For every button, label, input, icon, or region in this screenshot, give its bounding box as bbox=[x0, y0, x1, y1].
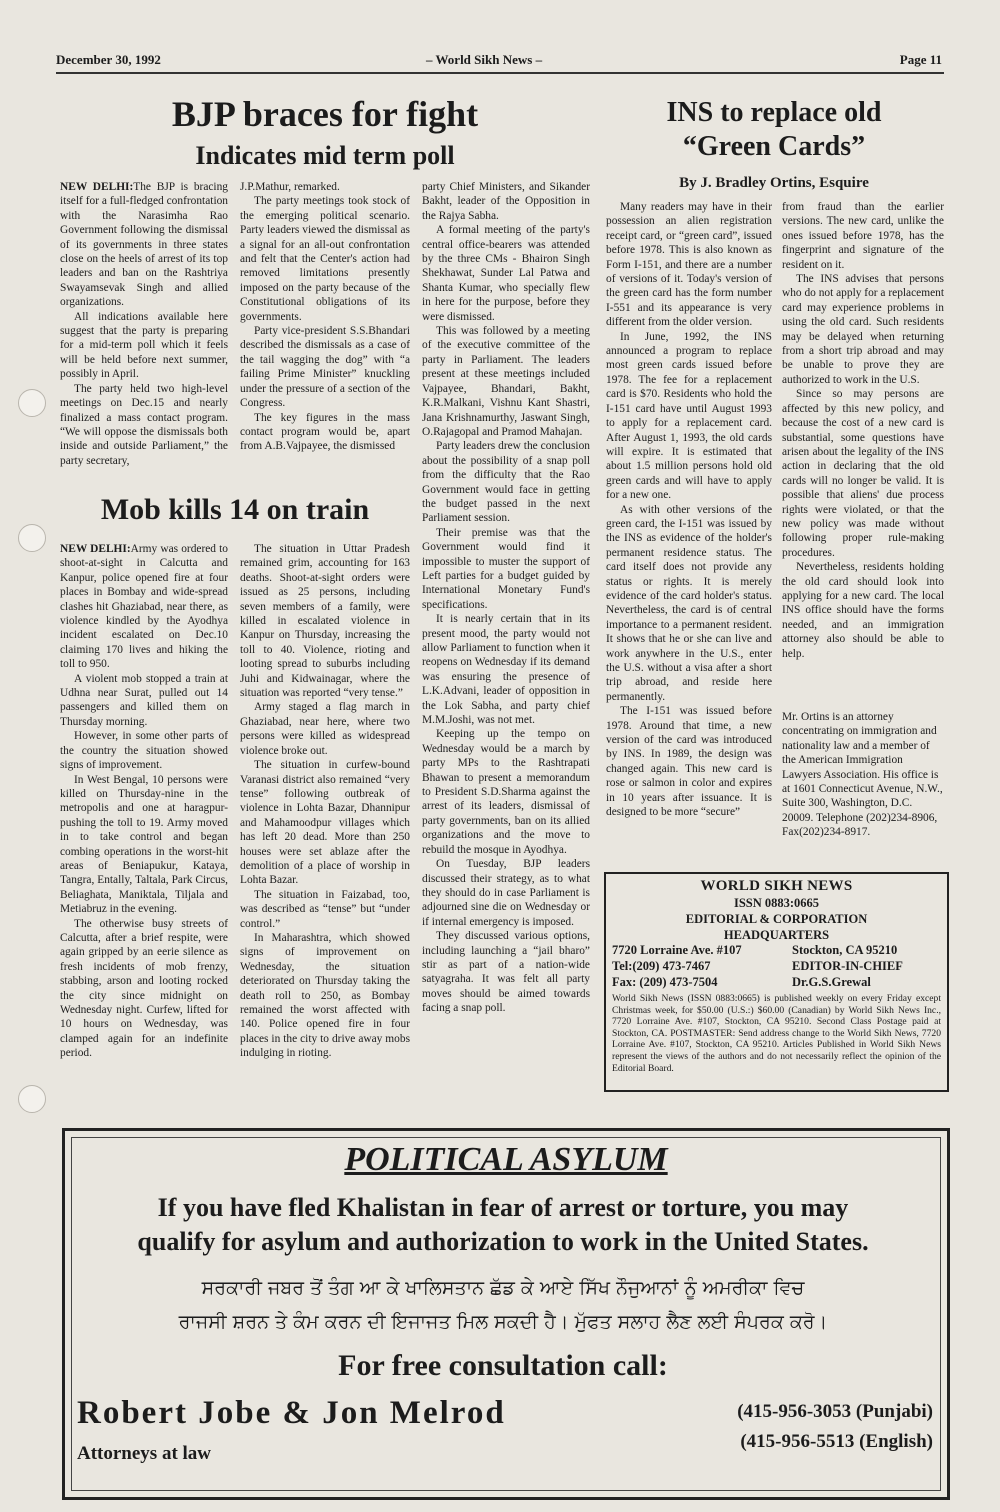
ins-column-1 bbox=[606, 200, 772, 870]
article-paragraph: The BJP is bracing itself for a full-fledged confrontation with the Narasimha Rao Government following the dismissal of its governments in three states close on the heels of arrest of its top leaders and ban on the Rashtriya Swayamsevak Singh and allied organizations. bbox=[60, 181, 228, 309]
article-paragraph: A violent mob stopped a train at Udhna near Surat, pulled out 14 passengers and killed them on Thursday morning. bbox=[60, 672, 228, 728]
issue-date: December 30, 1992 bbox=[56, 52, 161, 67]
article-paragraph: On Tuesday, BJP leaders discussed their strategy, as to what they should do in case Parliament is adjourned sine die on Wednesday or if internal emergency is imposed. bbox=[422, 858, 590, 928]
ad-phone-english: (415-956-5513 (English) bbox=[740, 1431, 933, 1452]
punch-hole bbox=[18, 389, 46, 417]
article-paragraph: It is nearly certain that in its present mood, the party would not allow Parliament to function when it reopens on Wednesday if its demand was ensuring the presence of L.K.Advani, leader of opposition in the Lok Sabha, and party chief M.M.Joshi, was not met. bbox=[422, 613, 590, 727]
article-paragraph: The party held two high-level meetings on Dec.15 and nearly finalized a mass contact program. “We will oppose the dismissals both inside and outside Parliament,” the party secretary, bbox=[60, 382, 228, 467]
running-head bbox=[56, 50, 944, 74]
author-bio bbox=[782, 710, 944, 870]
masthead-address: 7720 Lorraine Ave. #107 bbox=[612, 943, 742, 957]
bjp-column-3 bbox=[422, 180, 590, 1080]
article-paragraph: The key figures in the mass contact program would be, apart from A.B.Vajpayee, the dismissed bbox=[240, 411, 410, 453]
article-paragraph: Party leaders drew the conclusion about the possibility of a snap poll from the difficulty that the Rao Government would face in getting the budget passed in the next Parliament session. bbox=[422, 440, 590, 525]
masthead-box bbox=[604, 872, 949, 1092]
ad-punjabi-line-1: ਸਰਕਾਰੀ ਜਬਰ ਤੋਂ ਤੰਗ ਆ ਕੇ ਖਾਲਿਸਤਾਨ ਛੱਡ ਕੇ ਆਏ ਸਿੱਖ ਨੌਜੁਆਨਾਂ ਨੂੰ ਅਮਰੀਕਾ ਵਿਚ bbox=[201, 1277, 805, 1299]
bjp-dateline: NEW DELHI: bbox=[60, 181, 134, 193]
masthead-editor: Dr.G.S.Grewal bbox=[792, 975, 871, 989]
article-paragraph: They discussed various options, including launching a “jail bharo” stir as part of a nation-wide satyagraha. It was felt all party moves should be aimed towards facing a snap poll. bbox=[422, 930, 590, 1015]
article-paragraph: The otherwise busy streets of Calcutta, after a brief respite, were again gripped by an eerie silence as fresh incidents of mob frenzy, stabbing, arson and looting rocked the city since midnight on Wednesday night. Curfew, lifted for 10 hours on Wednesday, was clamped again for an indefinite period. bbox=[60, 917, 228, 1060]
ad-attorney-names: Robert Jobe & Jon Melrod bbox=[77, 1395, 506, 1431]
ins-headline-line-2: “Green Cards” bbox=[682, 131, 866, 162]
mob-headline: Mob kills 14 on train bbox=[100, 493, 370, 526]
political-asylum-ad bbox=[62, 1128, 950, 1500]
bjp-column-1 bbox=[60, 180, 228, 480]
masthead-row bbox=[612, 975, 941, 991]
ad-attorneys-at-law: Attorneys at law bbox=[77, 1443, 212, 1464]
article-paragraph: Their premise was that the Government would find it impossible to muster the support of Left parties for a budget guided by International Monetary Fund's specifications. bbox=[422, 526, 590, 611]
ins-column-2 bbox=[782, 200, 944, 696]
bjp-subhead: Indicates mid term poll bbox=[195, 141, 455, 170]
mob-column-2 bbox=[240, 542, 410, 1104]
article-paragraph: The party meetings took stock of the emerging political scenario. Party leaders viewed the dismissal as a signal for an all-out confrontation and felt that the Center's action had removed limitations presently imposed on the party because of the Constitutional obligations of its governments. bbox=[240, 195, 410, 323]
masthead-fine-print: World Sikh News (ISSN 0883:0665) is published weekly on every Friday except Christmas week, for $50.00 (U.S.:) $60.00 (Canadian) by World Sikh News Inc., 7720 Lorraine Ave. #107, Stockton, CA 95210. Second Class Postage paid at Stockton, CA. POSTMASTER: Send address change to the World Sikh News, 7720 Lorraine Ave. #107, Stockton, CA 95210. Articles Published in World Sikh News represent the views of the authors and do not necessarily reflect the opinion of the Editorial Board. bbox=[612, 993, 941, 1074]
masthead-city: Stockton, CA 95210 bbox=[792, 943, 898, 957]
article-paragraph: J.P.Mathur, remarked. bbox=[240, 181, 340, 193]
mob-column-1 bbox=[60, 542, 228, 1104]
article-paragraph: party Chief Ministers, and Sikander Bakht, leader of the Opposition in the Rajya Sabha. bbox=[422, 181, 590, 222]
article-paragraph: Army was ordered to shoot-at-sight in Calcutta and Kanpur, police opened fire at four places in Bombay and wide-spread clashes hit Ghaziabad, near there, as violence kindled by the Ayodhya incident escalated on Dec.10 claiming 170 lives and hiking the toll to 950. bbox=[60, 543, 228, 671]
ins-headline-line-1: INS to replace old bbox=[666, 97, 882, 128]
article-paragraph: The I-151 was issued before 1978. Around that time, a new version of the card was introduced by INS. In 1989, the design was changed again. This new card is rose or salmon in color and expires in 10 years after issuance. It is designed to be more “secure” bbox=[606, 705, 772, 819]
masthead-title: WORLD SIKH NEWS bbox=[700, 878, 853, 894]
ad-title: POLITICAL ASYLUM bbox=[344, 1141, 668, 1178]
masthead-dept-1: EDITORIAL & CORPORATION bbox=[685, 912, 868, 926]
masthead-issn: ISSN 0883:0665 bbox=[733, 896, 820, 910]
article-paragraph: In West Bengal, 10 persons were killed on Thursday-nine in the metropolis and one at haragpur-pushing the toll to 19. Army moved in to take control and began combing operations in the worst-hit areas of Beniapukur, Kataya, Tangra, Entally, Taltala, Park Circus, Beliaghata, Maniktala, Tiljala and Metiabruz in the evening. bbox=[60, 773, 228, 916]
punch-hole bbox=[18, 524, 46, 552]
article-paragraph: As with other versions of the green card, the I-151 was issued by the INS as evidence of the holder's permanent residence status. The card itself does not provide any status or rights. It is merely evidence of the card holder's status. Nevertheless, the card is of central importance to a permanent resident. It shows that he or she can live and work anywhere in the U.S., enter the U.S. without a visa after a short trip abroad, and reside here permanently. bbox=[606, 503, 772, 703]
article-paragraph: Nevertheless, residents holding the old card should look into applying for a new card. The local INS office should have the forms needed, and an immigration attorney also should be able to help. bbox=[782, 561, 944, 660]
masthead-tel: Tel:(209) 473-7467 bbox=[612, 959, 711, 973]
article-paragraph: The situation in curfew-bound Varanasi district also remained “very tense” following outbreak of violence in Lohta Bazar, Dhannipur and Mahamoodpur villages which has left 20 dead. More than 250 houses were set ablaze after the demolition of a place of worship in Lohta Bazar. bbox=[240, 759, 410, 887]
masthead-row bbox=[612, 943, 941, 959]
bjp-headline: BJP braces for fight bbox=[171, 94, 479, 134]
masthead-editor-label: EDITOR-IN-CHIEF bbox=[792, 959, 903, 973]
article-paragraph: Party vice-president S.S.Bhandari described the dismissals as a case of the tail wagging the dog” with “a failing Prime Minister” knuckling under the pressure of a section of the Congress. bbox=[240, 325, 410, 410]
article-paragraph: Army staged a flag march in Ghaziabad, near here, where two persons were killed as widespread violence broke out. bbox=[240, 701, 410, 757]
article-paragraph: Many readers may have in their possession an alien registration receipt card, or “green card”, issued before 1978. This is also known as Form I-151, and there are a number of versions of it. Today's version of the green card has the form number I-551 and its appearance is very different from the older version. bbox=[606, 201, 772, 329]
article-paragraph: The INS advises that persons who do not apply for a replacement card may experience problems in using the old card. Such residents may be delayed when returning from a short trip abroad and may be unable to prove they are authorized to work in the U.S. bbox=[782, 273, 944, 386]
masthead-row bbox=[612, 959, 941, 975]
punch-hole bbox=[18, 1085, 46, 1113]
masthead-dept-2: HEADQUARTERS bbox=[723, 928, 830, 942]
article-paragraph: This was followed by a meeting of the executive committee of the party in Parliament. The leaders present at these meetings included Vajpayee, Bhandari, Bakht, K.R.Malkani, Vishnu Kant Shastri, Jana Krishnamurthy, Jaswant Singh, O.Rajagopal and Pramod Mahajan. bbox=[422, 325, 590, 438]
article-paragraph: from fraud than the earlier versions. The new card, unlike the ones issued before 1978, has the fingerprint and signature of the resident on it. bbox=[782, 201, 944, 271]
article-paragraph: A formal meeting of the party's central office-bearers was attended by the three CMs - Bhairon Singh Shekhawat, Sunder Lal Patwa and Shanta Kumar, who specially flew in here for the purpose, before they were dismissed. bbox=[422, 224, 590, 323]
ad-punjabi-line-2: ਰਾਜਸੀ ਸ਼ਰਨ ਤੇ ਕੰਮ ਕਰਨ ਦੀ ਇਜਾਜਤ ਮਿਲ ਸਕਦੀ ਹੈ। ਮੁੱਫਤ ਸਲਾਹ ਲੈਣ ਲਈ ਸੰਪਰਕ ਕਰੋ। bbox=[178, 1311, 828, 1333]
article-paragraph: In Maharashtra, which showed signs of improvement on Wednesday, the situation deteriorated on Thursday taking the death roll to 250, as Bombay remained the worst affected with 140. Police opened fire in four places in the city to drive away mobs indulging in rioting. bbox=[240, 931, 410, 1060]
article-paragraph: In June, 1992, the INS announced a program to replace most green cards issued before 1978. The fee for a replacement card is $70. Residents who hold the I-151 card have until August 1993 to apply for a replacement card. After August 1, 1993, the old cards will expire. It is estimated that about 1.5 million persons hold old green cards and will have to apply for a new one. bbox=[606, 330, 772, 502]
ad-line-1: If you have fled Khalistan in fear of arrest or torture, you may bbox=[157, 1193, 849, 1222]
ins-byline: By J. Bradley Ortins, Esquire bbox=[679, 175, 869, 191]
article-paragraph: All indications available here suggest that the party is preparing for a mid-term poll which it feels will be held before next summer, possibly in April. bbox=[60, 310, 228, 381]
bjp-column-2 bbox=[240, 180, 410, 480]
masthead-fax: Fax: (209) 473-7504 bbox=[612, 975, 718, 989]
article-paragraph: Keeping up the tempo on Wednesday would be a march by party MPs to the Rashtrapati Bhawan to present a memorandum to President S.D.Sharma against the arrest of its leaders, dismissal of party governments, ban on its allied organizations and the move to rebuild the mosque in Ayodhya. bbox=[422, 728, 590, 856]
ad-phone-punjabi: (415-956-3053 (Punjabi) bbox=[737, 1401, 933, 1422]
author-bio-text: Mr. Ortins is an attorney concentrating on immigration and nationality law and a member of the American Immigration Lawyers Association. His office is at 1601 Connecticut Avenue, N.W., Suite 300, Washington, D.C. 20009. Telephone (202)234-8906, Fax(202)234-8917. bbox=[782, 711, 943, 839]
article-paragraph: The situation in Faizabad, too, was described as “tense” but “under control.” bbox=[240, 888, 410, 930]
paper-name: – World Sikh News – bbox=[426, 52, 543, 67]
mob-dateline: NEW DELHI: bbox=[60, 543, 131, 555]
page-number: Page 11 bbox=[899, 52, 942, 67]
article-paragraph: However, in some other parts of the country the situation showed signs of improvement. bbox=[60, 730, 228, 772]
article-paragraph: The situation in Uttar Pradesh remained grim, accounting for 163 deaths. Shoot-at-sight orders were issued as 25 persons, including seven members of a family, were killed in escalated violence in Kanpur on Thursday, increasing the toll to 40. Violence, rioting and looting spread to suburbs including Juhi and Kidwainagar, where the situation was reported “very tense.” bbox=[240, 543, 410, 700]
article-paragraph: Since so may persons are affected by this new policy, and because the cost of a new card is substantial, some questions have arisen about the legality of the INS action in declaring that the old cards will no longer be valid. It is possible that aliens' due process rights were violated, or that the new policy was made without following proper rule-making procedures. bbox=[782, 388, 944, 559]
ad-line-2: qualify for asylum and authorization to work in the United States. bbox=[137, 1227, 869, 1256]
ad-call: For free consultation call: bbox=[338, 1349, 668, 1382]
